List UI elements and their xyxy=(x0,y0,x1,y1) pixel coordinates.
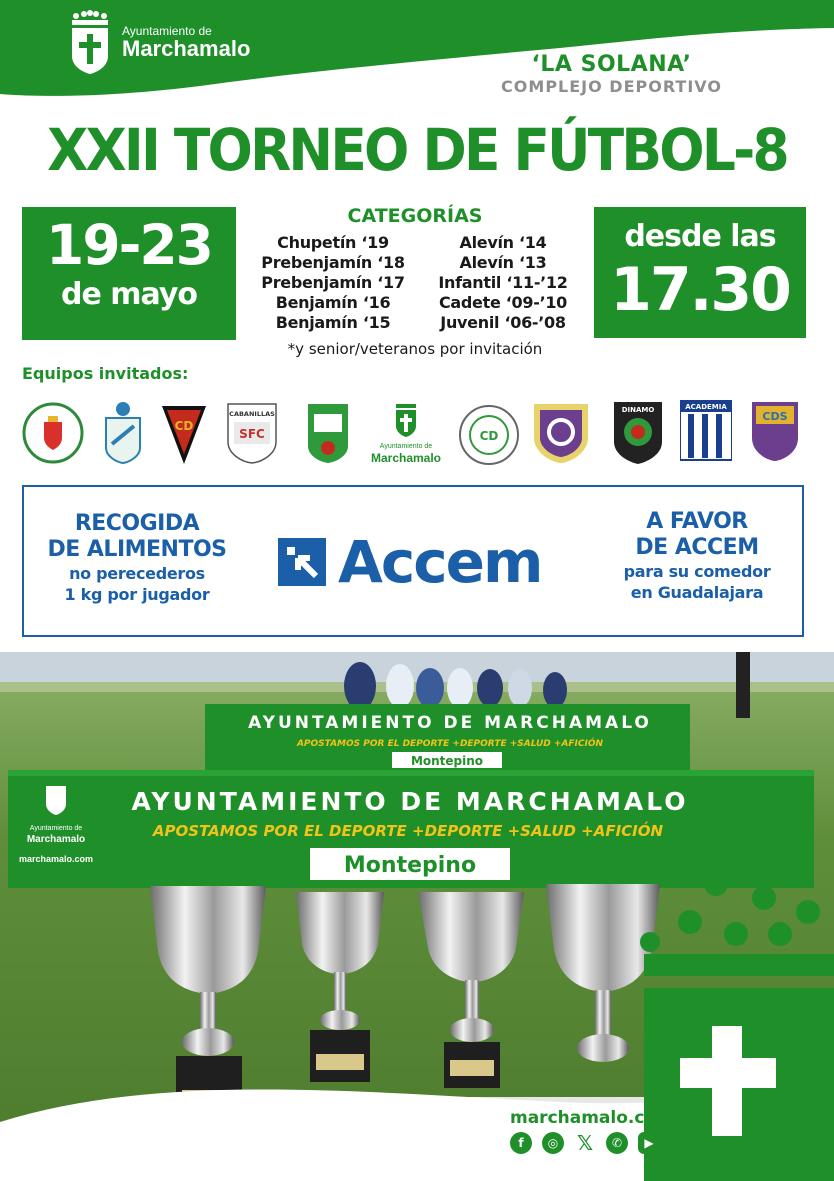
facebook-icon[interactable]: f xyxy=(510,1132,532,1154)
date-box xyxy=(22,207,236,340)
back-banner-sponsor: Montepino xyxy=(410,754,484,768)
food-drive-detail-2: 1 kg por jugador xyxy=(64,585,210,604)
beneficiary-title-2: DE ACCEM xyxy=(635,535,759,560)
svg-text:DINAMO: DINAMO xyxy=(621,406,655,414)
social-icons xyxy=(510,1132,660,1154)
crest-club-icon xyxy=(104,400,142,464)
category-item: Prebenjamín ‘17 xyxy=(261,273,405,292)
team-crests-row xyxy=(20,396,810,474)
trophies-photo xyxy=(0,652,834,1181)
svg-text:CD: CD xyxy=(479,429,499,443)
crest-purple-club-icon xyxy=(532,402,590,464)
shield-cross-icon xyxy=(68,10,112,76)
crest-marchamalo-icon xyxy=(366,404,446,466)
crest-cabanillas-icon xyxy=(226,402,278,464)
accem-beneficiary-block xyxy=(594,509,800,603)
crest-cd-icon xyxy=(162,406,206,464)
category-item: Alevín ‘13 xyxy=(459,253,547,272)
time-value: 17.30 xyxy=(610,255,790,325)
venue-subtitle: COMPLEJO DEPORTIVO xyxy=(501,77,722,96)
front-banner-slogan: APOSTAMOS POR EL DEPORTE +DEPORTE +SALUD +AFICIÓN xyxy=(152,822,664,840)
accem-arrow-icon xyxy=(278,538,326,586)
svg-text:ACADEMIA: ACADEMIA xyxy=(685,403,727,411)
crest-el-casar-icon xyxy=(22,402,84,464)
front-banner-sponsor: Montepino xyxy=(343,853,477,878)
category-item: Benjamín ‘15 xyxy=(275,313,391,332)
crest-academia-icon xyxy=(680,400,732,464)
food-drive-detail-1: no perecederos xyxy=(69,564,205,583)
venue-name: ‘LA SOLANA’ xyxy=(531,52,692,77)
categories-note: *y senior/veteranos por invitación xyxy=(287,340,543,358)
food-drive-title-2: DE ALIMENTOS xyxy=(47,537,227,562)
category-item: Alevín ‘14 xyxy=(459,233,547,252)
categories-title: CATEGORÍAS xyxy=(347,205,483,227)
crest-green-club-icon xyxy=(306,402,350,464)
back-banner-slogan: APOSTAMOS POR EL DEPORTE +DEPORTE +SALUD +AFICIÓN xyxy=(296,739,604,749)
date-month: de mayo xyxy=(60,277,197,312)
instagram-icon[interactable]: ◎ xyxy=(542,1132,564,1154)
logo-small-text: Ayuntamiento de xyxy=(122,24,212,38)
accem-logo xyxy=(278,528,542,596)
accem-band xyxy=(22,485,804,637)
category-item: Infantil ‘11-’12 xyxy=(438,273,568,292)
food-drive-title-1: RECOGIDA xyxy=(74,511,200,536)
date-range: 19-23 xyxy=(46,213,212,277)
svg-text:Ayuntamiento de: Ayuntamiento de xyxy=(29,825,83,832)
back-banner-title: AYUNTAMIENTO DE MARCHAMALO xyxy=(248,713,652,733)
svg-text:marchamalo.com: marchamalo.com xyxy=(18,854,94,864)
svg-text:Marchamalo: Marchamalo xyxy=(26,834,86,845)
event-title: XXII TORNEO DE FÚTBOL-8 xyxy=(47,116,787,184)
category-item: Cadete ‘09-’10 xyxy=(438,293,568,312)
crest-dinamo-icon xyxy=(610,398,666,466)
category-item: Benjamín ‘16 xyxy=(275,293,391,312)
category-item: Juvenil ‘06-’08 xyxy=(440,313,566,332)
svg-text:CDS: CDS xyxy=(762,410,788,423)
crest-club-deportivo-icon xyxy=(458,404,520,466)
food-drive-block xyxy=(30,511,244,605)
accem-wordmark: Accem xyxy=(338,528,542,596)
categories-list xyxy=(248,233,588,333)
time-box xyxy=(594,207,806,338)
time-prefix: desde las xyxy=(624,219,776,254)
website-link[interactable]: marchamalo.com xyxy=(510,1108,674,1128)
category-item: Prebenjamín ‘18 xyxy=(261,253,405,272)
svg-text:CD: CD xyxy=(174,419,194,433)
beneficiary-title-1: A FAVOR xyxy=(646,509,748,534)
svg-text:Ayuntamiento de: Ayuntamiento de xyxy=(379,443,433,450)
svg-text:CABANILLAS: CABANILLAS xyxy=(229,410,275,418)
venue-block xyxy=(501,52,722,96)
category-item: Chupetín ‘19 xyxy=(277,233,389,252)
beneficiary-detail-1: para su comedor xyxy=(623,562,771,581)
invited-teams-label: Equipos invitados: xyxy=(22,364,189,383)
marchamalo-logo[interactable] xyxy=(68,10,250,76)
x-icon[interactable]: 𝕏 xyxy=(576,1131,594,1155)
beneficiary-detail-2: en Guadalajara xyxy=(630,583,764,602)
logo-big-text: Marchamalo xyxy=(122,36,251,61)
whatsapp-icon[interactable]: ✆ xyxy=(606,1132,628,1154)
svg-text:SFC: SFC xyxy=(239,427,265,441)
front-banner-title: AYUNTAMIENTO DE MARCHAMALO xyxy=(131,787,689,816)
youtube-icon[interactable]: ▶ xyxy=(638,1132,660,1154)
crest-salesianos-icon xyxy=(750,400,800,462)
svg-text:Marchamalo: Marchamalo xyxy=(370,451,442,465)
